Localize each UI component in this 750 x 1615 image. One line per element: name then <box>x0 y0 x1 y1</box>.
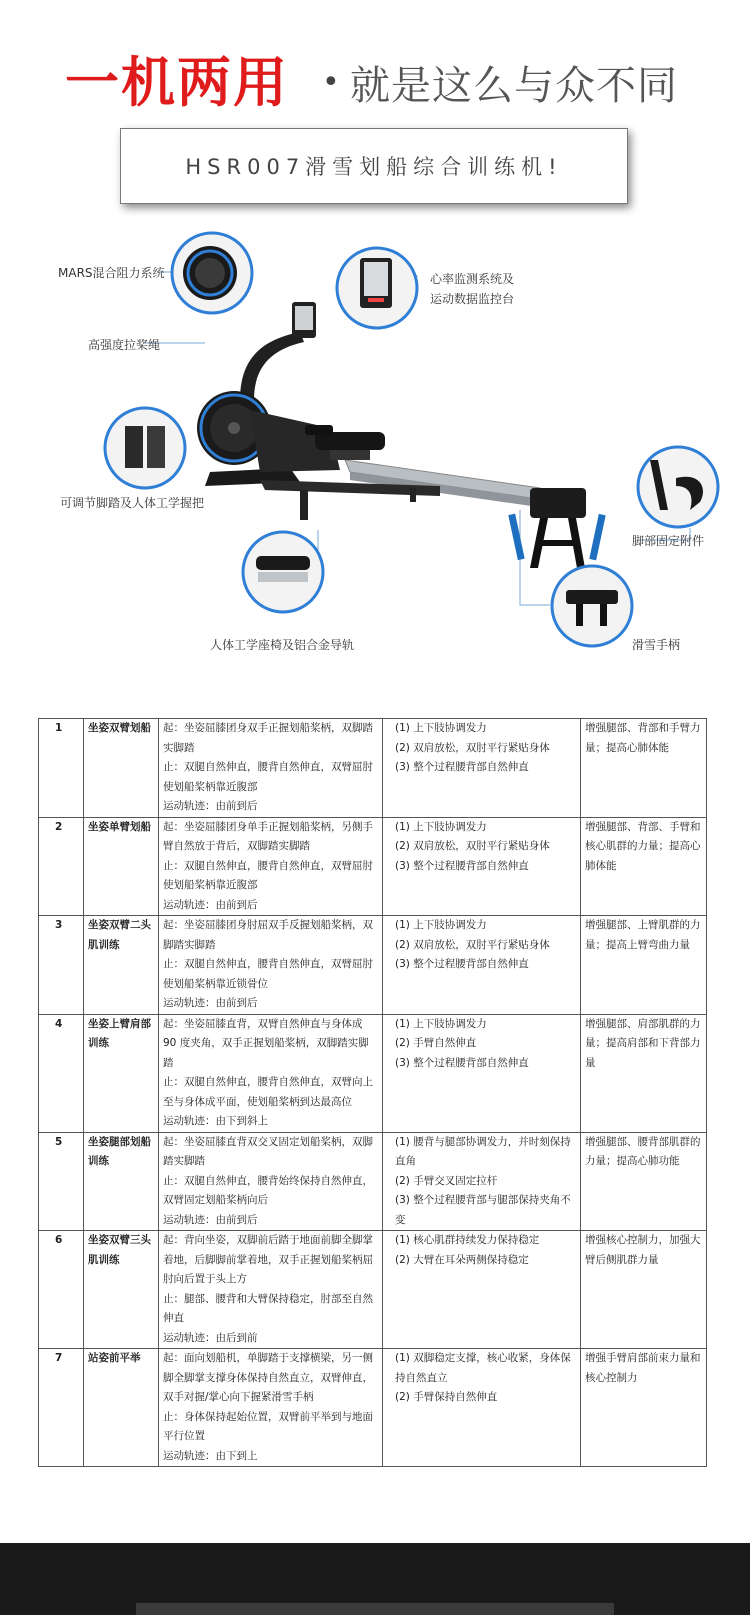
callout-resistance: MARS混合阻力系统 <box>58 266 165 280</box>
exercise-key-points <box>383 916 581 1015</box>
monitor-detail <box>337 248 417 328</box>
table-row <box>39 916 707 1015</box>
description-line: 止：双腿自然伸直，腰背始终保持自然伸直，双臂固定划船桨柄向后 <box>163 1174 373 1206</box>
product-title-box <box>120 128 628 204</box>
description-line: 止：身体保持起始位置，双臂前平举到与地面平行位置 <box>163 1410 373 1442</box>
headline <box>0 48 750 118</box>
headline-dot: • <box>322 65 340 100</box>
key-point-line: (2) 手臂自然伸直 <box>395 1037 477 1049</box>
key-point-line: (1) 上下肢协调发力 <box>395 1017 487 1030</box>
description-line: 止：双腿自然伸直，腰背自然伸直，双臂屈肘使划船桨柄靠近腹部 <box>163 859 373 891</box>
description-line: 运动轨迹：由前到后 <box>163 898 258 911</box>
key-point-line: (3) 整个过程腰背部自然伸直 <box>395 958 529 970</box>
description-line: 止：腿部、腰背和大臂保持稳定，肘部至自然伸直 <box>163 1292 373 1324</box>
exercise-key-points <box>383 817 581 916</box>
callout-rope: 高强度拉桨绳 <box>88 338 161 352</box>
description-line: 起：坐姿屈膝直背双交叉固定划船桨柄，双脚踏实脚踏 <box>163 1135 373 1167</box>
exercise-name: 坐姿双臂划船 <box>84 719 159 818</box>
description-line: 止：双腿自然伸直，腰背自然伸直，双臂屈肘使划船桨柄靠近腹部 <box>163 761 373 793</box>
row-number: 6 <box>39 1231 84 1349</box>
ski-handle-detail <box>552 566 632 646</box>
key-point-line: (3) 整个过程腰背部自然伸直 <box>395 761 529 773</box>
exercise-description <box>159 916 383 1015</box>
exercise-effect: 增强腿部、腰背部肌群的力量；提高心肺功能 <box>581 1132 707 1231</box>
exercise-name: 坐姿上臂肩部训练 <box>84 1014 159 1132</box>
key-point-line: (2) 大臂在耳朵两侧保持稳定 <box>395 1253 529 1266</box>
table-row <box>39 1349 707 1467</box>
key-point-line: (2) 双肩放松，双肘平行紧贴身体 <box>395 840 550 852</box>
foot-detail <box>638 447 718 527</box>
table-row <box>39 1014 707 1132</box>
description-line: 运动轨迹：由后到前 <box>163 1331 258 1344</box>
row-number: 3 <box>39 916 84 1015</box>
table-row <box>39 1231 707 1349</box>
exercise-description <box>159 719 383 818</box>
exercise-effect: 增强手臂肩部前束力量和核心控制力 <box>581 1349 707 1467</box>
row-number: 1 <box>39 719 84 818</box>
key-point-line: (1) 上下肢协调发力 <box>395 820 487 833</box>
resistance-detail <box>172 233 252 313</box>
key-point-line: (3) 整个过程腰背部自然伸直 <box>395 1056 529 1069</box>
description-line: 起：坐姿屈膝团身肘屈双手反握划船桨柄，双脚踏实脚踏 <box>163 919 373 951</box>
exercise-effect: 增强腿部、背部和手臂力量；提高心肺体能 <box>581 719 707 818</box>
key-point-line: (1) 腰背与腿部协调发力，并时刻保持直角 <box>395 1135 571 1167</box>
exercise-description <box>159 1014 383 1132</box>
key-point-line: (1) 上下肢协调发力 <box>395 722 487 734</box>
exercise-key-points <box>383 1231 581 1349</box>
row-number: 5 <box>39 1132 84 1231</box>
callout-ski: 滑雪手柄 <box>632 638 681 652</box>
row-number: 2 <box>39 817 84 916</box>
exercise-description <box>159 1132 383 1231</box>
key-point-line: (3) 整个过程腰背部与腿部保持夹角不变 <box>395 1194 571 1226</box>
key-point-line: (2) 手臂保持自然伸直 <box>395 1391 498 1403</box>
description-line: 止：双腿自然伸直，腰背自然伸直，双臂向上至与身体成平面，使划船桨柄到达最高位 <box>163 1076 373 1108</box>
footer-strip <box>136 1603 614 1615</box>
headline-main: 一机两用 <box>65 51 289 114</box>
callout-foot: 脚部固定附件 <box>632 534 705 548</box>
table-row <box>39 1132 707 1231</box>
seat-detail <box>243 532 323 612</box>
exercise-key-points <box>383 1349 581 1467</box>
footer-band <box>0 1543 750 1615</box>
exercise-description <box>159 1231 383 1349</box>
key-point-line: (3) 整个过程腰背部自然伸直 <box>395 859 529 872</box>
key-point-line: (1) 核心肌群持续发力保持稳定 <box>395 1234 540 1246</box>
key-point-line: (2) 双肩放松，双肘平行紧贴身体 <box>395 741 550 754</box>
exercise-name: 坐姿双臂二头肌训练 <box>84 916 159 1015</box>
exercise-effect: 增强核心控制力，加强大臂后侧肌群力量 <box>581 1231 707 1349</box>
description-line: 起：背向坐姿，双脚前后踏于地面前脚全脚掌着地，后脚脚前掌着地，双手正握划船桨柄屈肘向后置于头上方 <box>163 1234 373 1285</box>
exercise-name: 坐姿双臂三头肌训练 <box>84 1231 159 1349</box>
exercise-table <box>38 718 707 1467</box>
exercise-effect: 增强腿部、上臂肌群的力量；提高上臂弯曲力量 <box>581 916 707 1015</box>
exercise-effect: 增强腿部、背部、手臂和核心肌群的力量；提高心肺体能 <box>581 817 707 916</box>
exercise-key-points <box>383 1014 581 1132</box>
callout-monitor-2: 运动数据监控台 <box>430 292 515 306</box>
product-title: HSR007滑雪划船综合训练机! <box>185 155 563 179</box>
exercise-description <box>159 817 383 916</box>
description-line: 止：双腿自然伸直，腰背自然伸直，双臂屈肘使划船桨柄靠近锁骨位 <box>163 958 373 990</box>
description-line: 运动轨迹：由下到斜上 <box>163 1115 268 1127</box>
exercise-key-points <box>383 1132 581 1231</box>
pedal-detail <box>105 408 185 488</box>
key-point-line: (2) 双肩放松，双肘平行紧贴身体 <box>395 938 550 951</box>
callout-pedal: 可调节脚踏及人体工学握把 <box>60 496 205 510</box>
machine-body <box>197 302 440 520</box>
description-line: 运动轨迹：由前到后 <box>163 800 258 812</box>
row-number: 4 <box>39 1014 84 1132</box>
exercise-description <box>159 1349 383 1467</box>
callout-monitor-1: 心率监测系统及 <box>430 272 515 286</box>
exercise-name: 坐姿单臂划船 <box>84 817 159 916</box>
exercise-effect: 增强腿部、肩部肌群的力量；提高肩部和下背部力量 <box>581 1014 707 1132</box>
headline-sub: 就是这么与众不同 <box>350 63 678 109</box>
exercise-name: 坐姿腿部划船训练 <box>84 1132 159 1231</box>
key-point-line: (1) 上下肢协调发力 <box>395 919 487 931</box>
row-number: 7 <box>39 1349 84 1467</box>
description-line: 起：坐姿屈膝团身双手正握划船桨柄，双脚踏实脚踏 <box>163 722 373 754</box>
product-diagram <box>0 210 750 680</box>
callout-seat: 人体工学座椅及铝合金导轨 <box>210 638 355 652</box>
description-line: 起：坐姿屈膝直背，双臂自然伸直与身体成 90 度夹角，双手正握划船桨柄，双脚踏实脚踏 <box>163 1017 369 1069</box>
description-line: 起：坐姿屈膝团身单手正握划船桨柄，另侧手臂自然放于背后，双脚踏实脚踏 <box>163 820 373 852</box>
exercise-key-points <box>383 719 581 818</box>
table-row <box>39 719 707 818</box>
exercise-name: 站姿前平举 <box>84 1349 159 1467</box>
description-line: 运动轨迹：由前到后 <box>163 1213 258 1226</box>
key-point-line: (1) 双脚稳定支撑，核心收紧，身体保持自然直立 <box>395 1352 571 1384</box>
description-line: 运动轨迹：由前到后 <box>163 997 258 1009</box>
description-line: 运动轨迹：由下到上 <box>163 1449 258 1462</box>
key-point-line: (2) 手臂交叉固定拉杆 <box>395 1174 498 1187</box>
description-line: 起：面向划船机，单脚踏于支撑横梁，另一侧脚全脚掌支撑身体保持自然直立，双臂伸直，双手对握/掌心向下握紧滑雪手柄 <box>163 1352 373 1403</box>
table-row <box>39 817 707 916</box>
